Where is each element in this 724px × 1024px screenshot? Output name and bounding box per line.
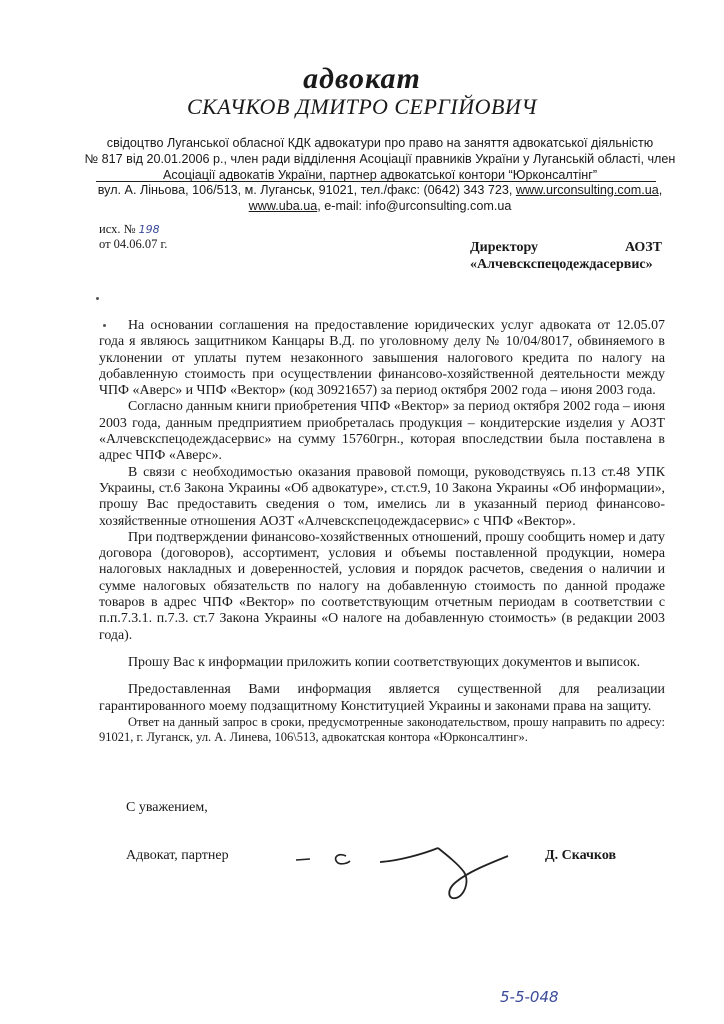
handwritten-note: 5-5-048	[500, 988, 559, 1006]
body-paragraph: Ответ на данный запрос в сроки, предусмотренные законодательством, прошу направить по адресу: 91021, г. Луганск, ул. А. Линева, 106\513, адвокатская контора «Юрконсалтинг».	[99, 714, 665, 745]
outgoing-number	[99, 222, 160, 237]
website-link-urconsulting[interactable]: www.urconsulting.com.ua	[515, 183, 659, 197]
outgoing-date: от 04.06.07 г.	[99, 237, 168, 251]
certificate-line: Асоціації адвокатів України, партнер адвокатської контори “Юрконсалтінг”	[162, 168, 598, 182]
addressee-company: «Алчевскспецодеждасервис»	[470, 257, 653, 272]
contact-address: вул. А. Ліньова, 106/513, м. Луганськ, 91021, тел./факс: (0642) 343 723,	[97, 183, 516, 197]
closing-phrase: С уважением,	[126, 800, 208, 815]
addressee-position: Директору	[470, 240, 539, 255]
letterhead-title: адвокат	[303, 62, 421, 95]
contact-separator: ,	[658, 183, 663, 197]
addressee-line	[470, 240, 662, 256]
handwritten-signature	[288, 838, 528, 908]
signer-role: Адвокат, партнер	[126, 848, 229, 863]
letterhead-name: СКАЧКОВ ДМИТРО СЕРГІЙОВИЧ	[186, 94, 538, 119]
contact-email: , e-mail: info@urconsulting.com.ua	[317, 199, 512, 213]
scan-speck	[96, 297, 99, 300]
outgoing-number-label: исх. №	[99, 222, 136, 236]
addressee-org-type: АОЗТ	[624, 240, 662, 255]
body-paragraph: В связи с необходимостью оказания правовой помощи, руководствуясь п.13 ст.48 УПК Украины, ст.6 Закона Украины «Об адвокатуре», ст.ст.9, 10 Закона Украины «Об информации», прошу Вас предоставить сведения о том, имелись ли в указанный период финансово-хозяйственные отношения АОЗТ «Алчевскспецодеждасервис» с ЧПФ «Вектор».	[99, 464, 665, 529]
signer-name: Д. Скачков	[545, 848, 617, 863]
certificate-line: свідоцтво Луганської обласної КДК адвокатури про право на заняття адвокатської діяльністю	[106, 136, 654, 150]
body-paragraph: Согласно данным книги приобретения ЧПФ «Вектор» за период октября 2002 года – июня 2003 года, данным предприятием приобреталась продукция – кондитерские изделия у АОЗТ «Алчевскспецодеждасервис» на сумму 15760грн., которая впоследствии была поставлена в адрес ЧПФ «Аверс».	[99, 399, 665, 464]
body-paragraph: Прошу Вас к информации приложить копии соответствующих документов и выписок.	[128, 654, 641, 670]
website-link-uba[interactable]: www.uba.ua	[248, 199, 318, 213]
body-paragraph: На основании соглашения на предоставление юридических услуг адвоката от 12.05.07 года я являюсь защитником Канцары В.Д. по уголовному делу № 10/04/8017, обвиняемого в уклонении от уплаты путем незаконного завышения налогового кредита по налогу на добавленную стоимость при осуществлении финансово-хозяйственной деятельности между ЧПФ «Аверс» и ЧПФ «Вектор» (код 30921657) за период октября 2002 года – июня 2003 года.	[99, 318, 665, 399]
certificate-line: № 817 від 20.01.2006 р., член ради відділення Асоціації правників України у Луганській області, член	[84, 152, 676, 166]
letter-body	[99, 318, 665, 746]
letterhead-contacts	[60, 182, 700, 214]
body-paragraph: При подтверждении финансово-хозяйственных отношений, прошу сообщить номер и дату договора (договоров), ассортимент, условия и объемы поставленной продукции, номера налоговых накладных и доверенностей, условия и порядок расчетов, сведения о наличии и сумме налоговых обязательств по налогу на добавленную стоимость по данной продаже товаров в адрес ЧПФ «Вектор» по соответствующим отчетным периодам в соответствии с п.п.7.3.1. п.7.3. ст.7 Закона Украины «О налоге на добавленную стоимость» (в редакции 2003 года).	[99, 529, 665, 643]
letterhead-certificate	[60, 135, 700, 183]
body-paragraph: Предоставленная Вами информация является существенной для реализации гарантированного моему подзащитному Конституцией Украины и законами права на защиту.	[99, 682, 665, 714]
outgoing-number-value: 198	[138, 223, 160, 236]
